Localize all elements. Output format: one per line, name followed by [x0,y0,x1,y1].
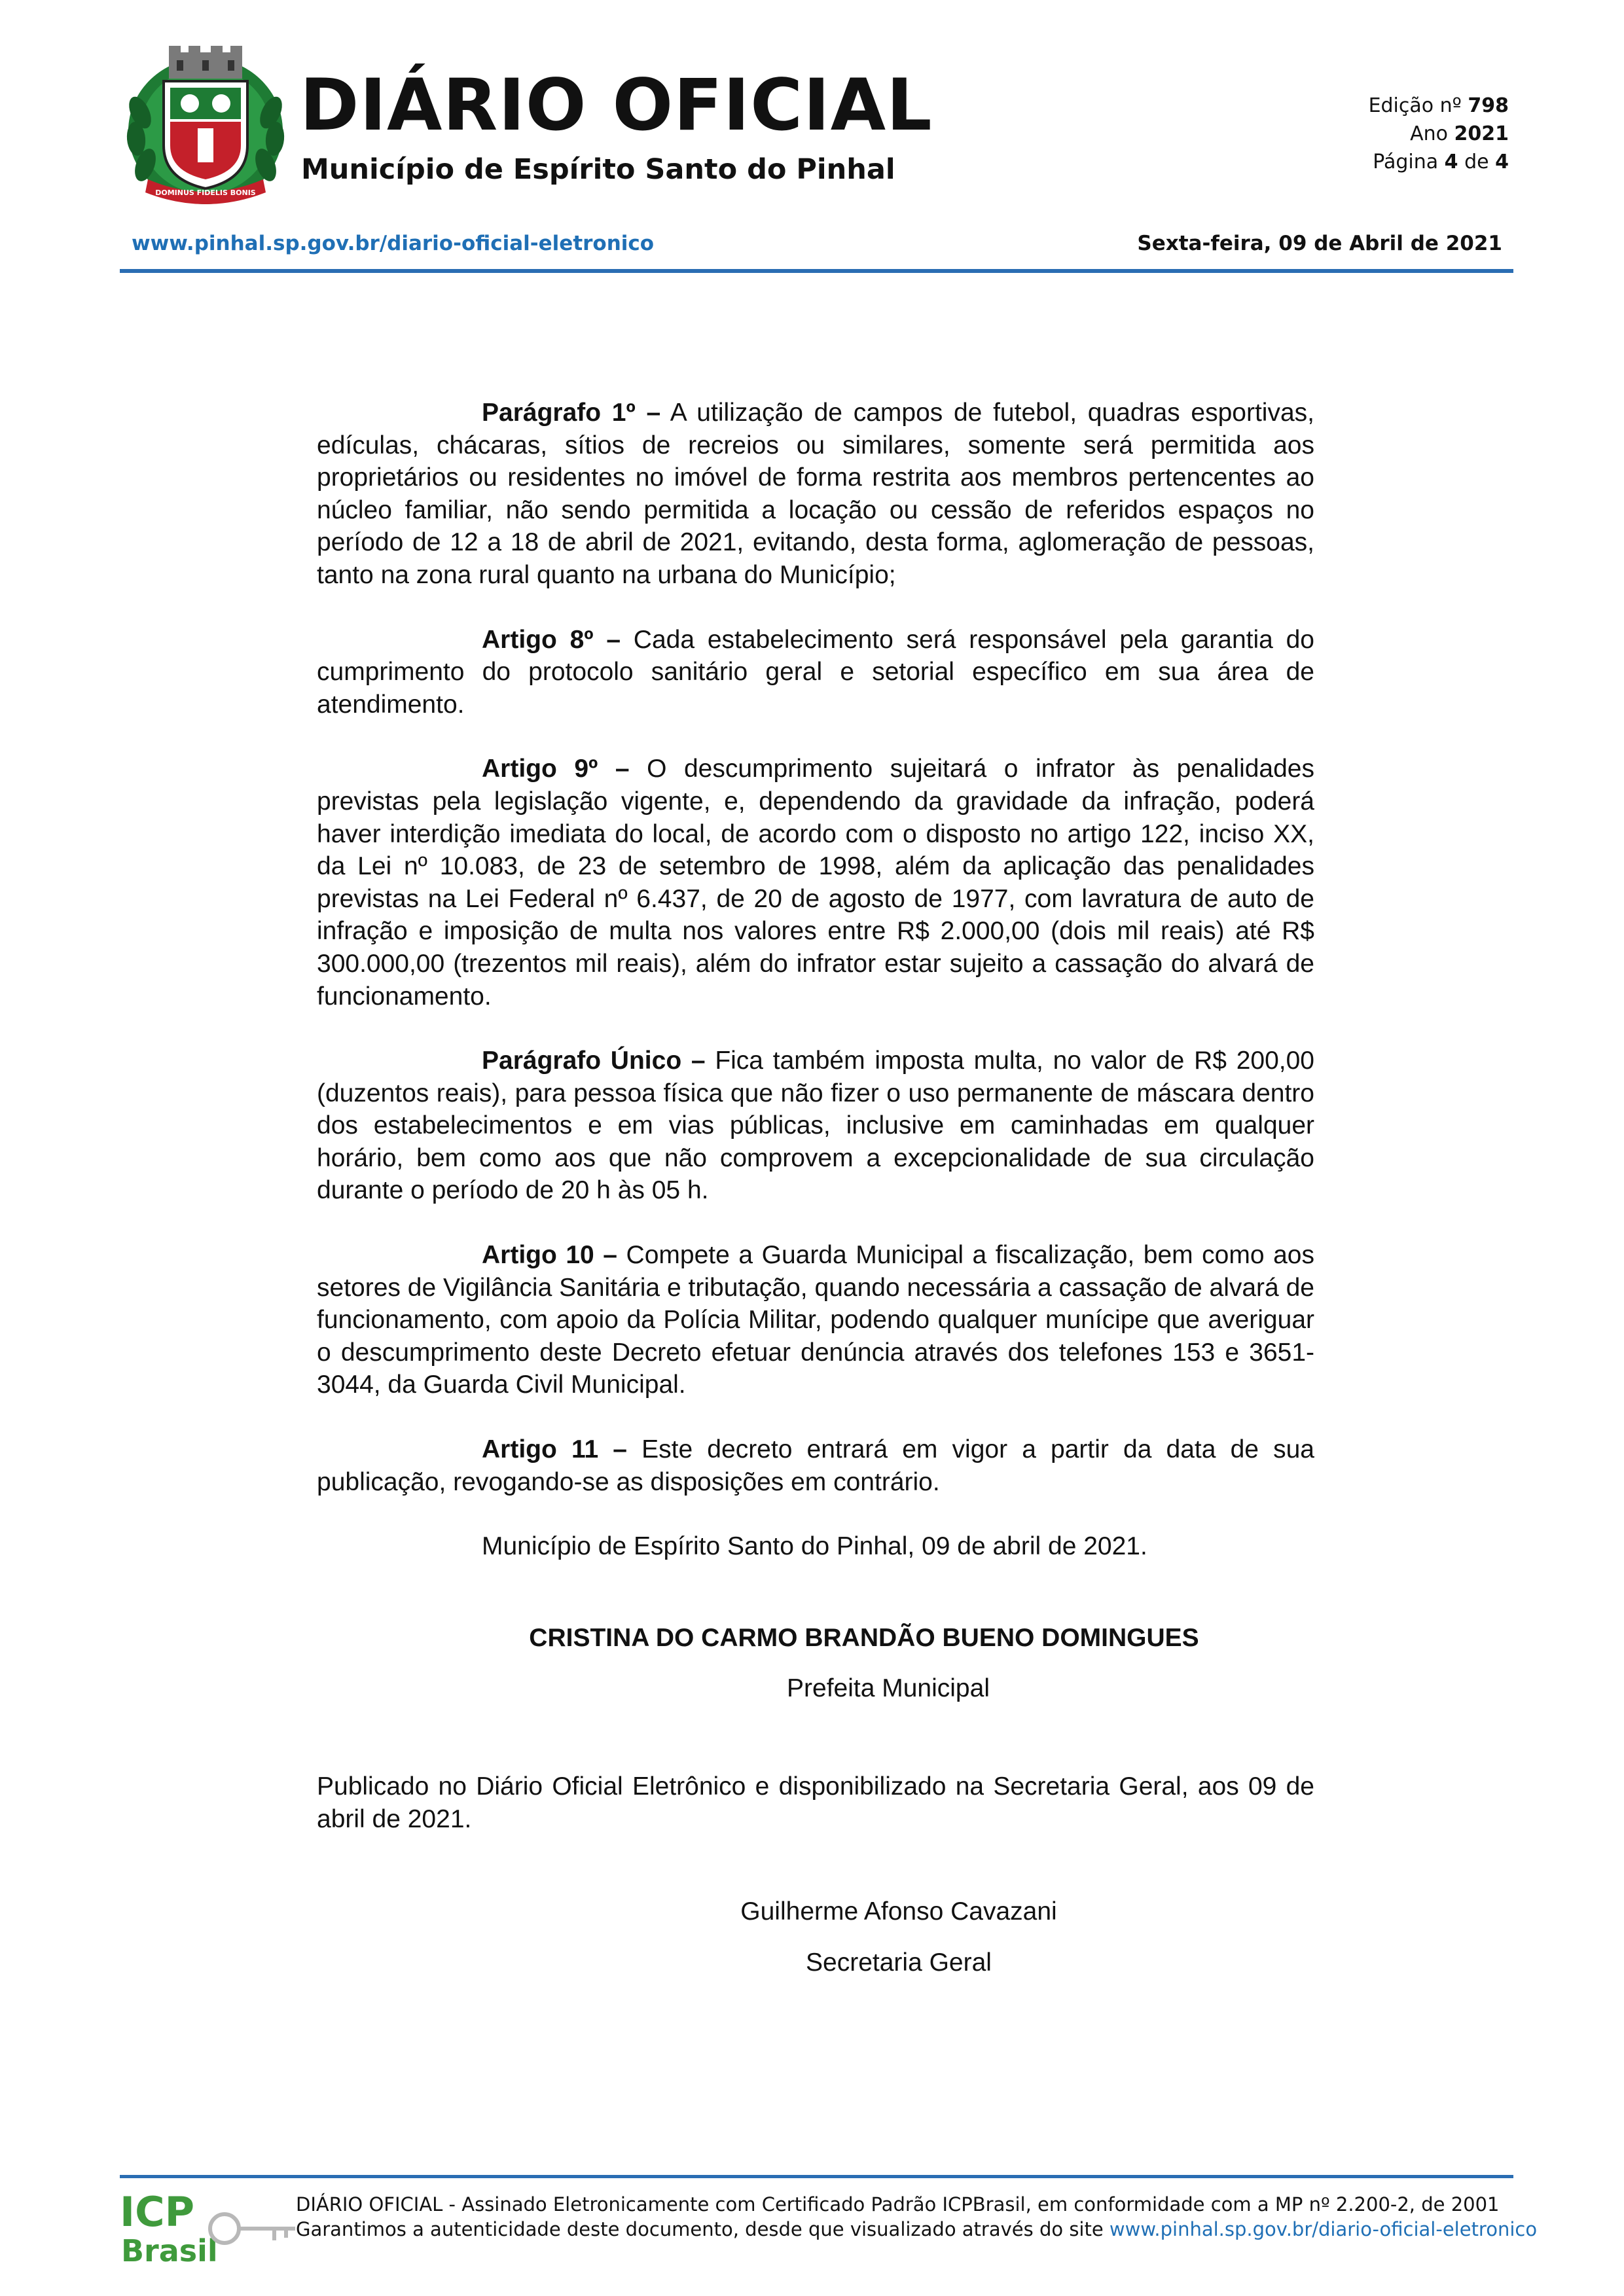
page-sep: de [1464,151,1489,173]
icp-logo-top: ICP [120,2189,195,2236]
edition-info [1369,92,1509,176]
municipality-name: Município de Espírito Santo do Pinhal [301,153,895,186]
paragraph-1 [317,397,1314,592]
year-value: 2021 [1454,122,1509,145]
article-9-text: O descumprimento sujeitará o infrator às penalidades previstas pela legislação vigente, e, dependendo da gravidade da infração, poderá haver interdição imediata do local, de acordo com o disposto no artigo 122, inciso XX, da Lei nº 10.083, de 23 de setembro de 1998, além da aplicação das penalidades previstas na Lei Federal nº 6.437, de 20 de agosto de 1977, com lavratura de auto de infração e imposição de multa nos valores entre R$ 2.000,00 (dois mil reais) até R$ 300.000,00 (trezentos mil reais), além do infrator estar sujeito a cassação do alvará de funcionamento. [317,755,1314,1011]
icp-logo-bottom: Brasil [121,2233,218,2268]
page-line [1369,148,1509,176]
paragraph-1-text: A utilização de campos de futebol, quadras esportivas, edículas, chácaras, sítios de recreios ou similares, somente será permitida aos proprietários ou residentes no imóvel de forma restrita aos membros pertencentes ao núcleo familiar, não sendo permitida a locação ou cessão de referidos espaços no período de 12 a 18 de abril de 2021, evitando, desta forma, aglomeração de pessoas, tanto na zona rural quanto na urbana do Município; [317,399,1314,589]
page-total: 4 [1495,151,1509,173]
footer-site-link[interactable]: www.pinhal.sp.gov.br/diario-oficial-eletronico [1109,2218,1538,2240]
document-body [317,397,1314,1979]
page-current: 4 [1444,151,1458,173]
article-10 [317,1239,1314,1401]
icp-brasil-logo [120,2189,316,2268]
key-icon [210,2214,295,2243]
year-line [1369,120,1509,148]
edition-number: 798 [1468,94,1509,117]
publication-note: Publicado no Diário Oficial Eletrônico e disponibilizado na Secretaria Geral, aos 09 de abril de 2021. [317,1772,1314,1833]
footer-line-1: DIÁRIO OFICIAL - Assinado Eletronicamente com Certificado Padrão ICPBrasil, em conformidade com a MP nº 2.200-2, de 2001 [296,2193,1500,2215]
secretary-name: Guilherme Afonso Cavazani [740,1897,1057,1926]
page-label: Página [1373,151,1439,173]
article-8 [317,624,1314,721]
edition-label: Edição nº [1368,94,1462,117]
paragraph-unico-label: Parágrafo Único – [482,1047,706,1075]
edition-line [1369,92,1509,120]
crest-motto: DOMINUS FIDELIS BONIS [155,188,256,197]
secretary-role: Secretaria Geral [806,1948,992,1977]
year-label: Ano [1410,122,1448,145]
site-link[interactable]: www.pinhal.sp.gov.br/diario-oficial-eletronico [132,232,655,255]
article-8-label: Artigo 8º – [482,625,621,654]
publication-date: Sexta-feira, 09 de Abril de 2021 [1137,232,1502,255]
header-divider [120,269,1513,273]
municipal-crest-logo [122,41,289,208]
article-10-label: Artigo 10 – [482,1241,617,1270]
article-11-label: Artigo 11 – [482,1435,627,1464]
closing-line: Município de Espírito Santo do Pinhal, 09 de abril de 2021. [482,1532,1147,1561]
footer-notice [296,2192,1537,2242]
paragraph-1-label: Parágrafo 1º – [482,399,661,427]
footer-line-2-text: Garantimos a autenticidade deste documento, desde que visualizado através do site [296,2218,1110,2240]
signer-role: Prefeita Municipal [787,1674,990,1703]
article-9-label: Artigo 9º – [482,755,630,783]
article-9 [317,753,1314,1013]
paragraph-unico [317,1045,1314,1207]
article-11 [317,1433,1314,1498]
publication-title: DIÁRIO OFICIAL [300,63,933,147]
article-10-text: Compete a Guarda Municipal a fiscalização, bem como aos setores de Vigilância Sanitária e tributação, quando necessária a cassação de alvará de funcionamento, com apoio da Polícia Militar, podendo qualquer munícipe que averiguar o descumprimento deste Decreto efetuar denúncia através dos telefones 153 e 3651-3044, da Guarda Civil Municipal. [317,1241,1314,1399]
footer-divider [120,2175,1513,2178]
paragraph-unico-text: Fica também imposta multa, no valor de R$ 200,00 (duzentos reais), para pessoa física que não fizer o uso permanente de máscara dentro dos estabelecimentos e em vias públicas, inclusive em caminhadas em qualquer horário, bem como aos que não comprovem a excepcionalidade de sua circulação durante o período de 20 h às 05 h. [317,1047,1314,1205]
article-8-text: Cada estabelecimento será responsável pela garantia do cumprimento do protocolo sanitário geral e setorial específico em sua área de atendimento. [317,625,1314,719]
article-11-text: Este decreto entrará em vigor a partir da data de sua publicação, revogando-se as disposições em contrário. [317,1435,1314,1496]
footer-line-2 [296,2217,1537,2242]
signer-name: CRISTINA DO CARMO BRANDÃO BUENO DOMINGUES [529,1623,1199,1652]
